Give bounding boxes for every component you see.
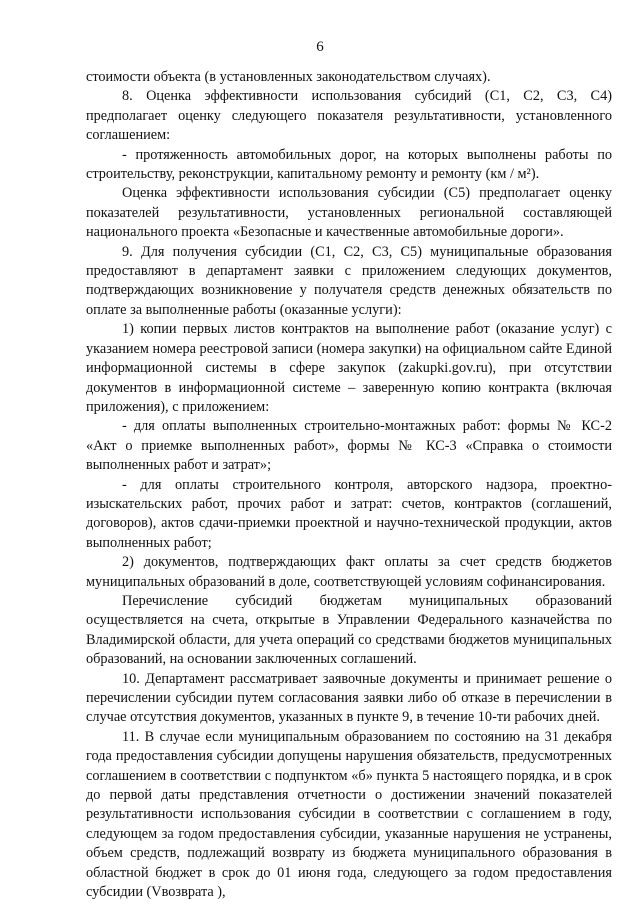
paragraph: 2) документов, подтверждающих факт оплаты за счет средств бюджетов муниципальных образований в доле, соответствующей условиям софинансирования.: [86, 554, 612, 590]
document-body: [86, 68, 612, 902]
paragraph: 8. Оценка эффективности использования субсидий (С1, С2, С3, С4) предполагает оценку следующего показателя результативности, установленного соглашением:: [86, 88, 612, 144]
paragraph: 1) копии первых листов контрактов на выполнение работ (оказание услуг) с указанием номера реестровой записи (номера закупки) на официальном сайте Единой информационной системы в сфере закупок (zakupki.gov.ru), при отсутствии документов в информационной системе – заверенную копию контракта (включая приложения), с приложением:: [86, 321, 612, 415]
page-number: 6: [316, 39, 324, 55]
paragraph: - для оплаты строительного контроля, авторского надзора, проектно-изыскательских работ, прочих работ и затрат: счетов, контрактов (соглашений, договоров), актов сдачи-приемки проектной и научно-технической продукции, актов выполненных работ;: [86, 476, 612, 551]
paragraph: 10. Департамент рассматривает заявочные документы и принимает решение о перечислении субсидии путем согласования заявки либо об отказе в перечислении в случае отсутствия документов, указанных в пункте 9, в течение 10-ти рабочих дней.: [86, 670, 612, 726]
paragraph: 11. В случае если муниципальным образованием по состоянию на 31 декабря года предоставления субсидии допущены нарушения обязательств, предусмотренных соглашением в соответствии с подпунктом «б» пункта 5 настоящего порядка, и в срок до первой даты представления отчетности о достижении значений показателей результативности использования субсидии в соответствии с соглашением в году, следующем за годом предоставления субсидии, указанные нарушения не устранены, объем средств, подлежащий возврату из бюджета муниципального образования в областной бюджет в срок до 01 июня года, следующего за годом предоставления субсидии (Vвозврата ),: [86, 728, 612, 901]
paragraph: стоимости объекта (в установленных законодательством случаях).: [86, 69, 491, 85]
paragraph: Перечисление субсидий бюджетам муниципальных образований осуществляется на счета, открытые в Управлении Федерального казначейства по Владимирской области, для учета операций со средствами бюджетов муниципальных образований, на основании заключенных соглашений.: [86, 592, 612, 668]
paragraph: 9. Для получения субсидии (С1, С2, С3, С5) муниципальные образования предоставляют в департамент заявки с приложением следующих документов, подтверждающих возникновение у получателя средств денежных обязательств по оплате за выполненные работы (оказанные услуги):: [86, 243, 612, 318]
paragraph: Оценка эффективности использования субсидии (С5) предполагает оценку показателей результативности, установленных региональной составляющей национального проекта «Безопасные и качественные автомобильные дороги».: [86, 185, 612, 241]
paragraph: - для оплаты выполненных строительно-монтажных работ: формы № КС-2 «Акт о приемке выполненных работ», формы № КС-3 «Справка о стоимости выполненных работ и затрат»;: [86, 418, 612, 474]
paragraph: - протяженность автомобильных дорог, на которых выполнены работы по строительству, реконструкции, капитальному ремонту и ремонту (км / м²).: [86, 146, 612, 183]
